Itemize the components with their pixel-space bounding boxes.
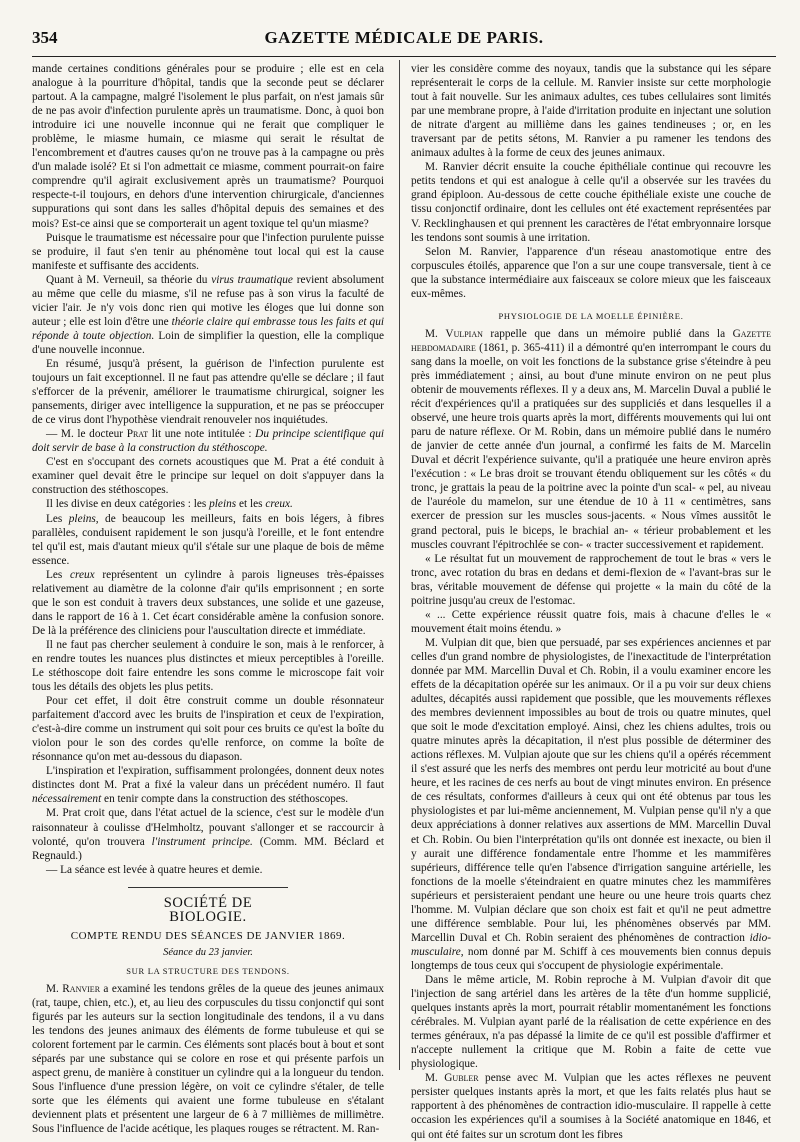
paragraph: Les pleins, de beaucoup les meilleurs, faits en bois légers, à fibres parallèles, conduisent rapidement le son jusqu'à l'oreille, et le font entendre tel qu'il est, mais d'autant mieux qu'il s'étale sur une plaque de bois de même essence. (32, 512, 385, 567)
paragraph: L'inspiration et l'expiration, suffisamment prolongées, donnent deux notes distinctes dont M. Prat a fixé la valeur dans un précédent numéro. Il faut nécessairement en tenir compte dans la construction des stéthoscopes. (32, 765, 384, 806)
page-header (32, 22, 776, 54)
paragraph: vier les considère comme des noyaux, tandis que la substance qui les sépare représenterait le corps de la cellule. M. Ranvier insiste sur cette morphologie tout à fait nouvelle. Sur les animaux adultes, ces tubes cellulaires sont limités par une membrane propre, à l'aide d'irritation produite en injectant une solution de nitrate d'argent au millième dans les gaines tendineuses ; or, en les traversant par de petits sétons, M. Ranvier a pu ramener les tendons des animaux adultes à la forme de ceux des jeunes animaux. (411, 63, 771, 160)
paragraph: M. Prat croit que, dans l'état actuel de la science, c'est sur le modèle d'un raisonnateur à coulisse d'Helmholtz, pouvant s'allonger et se raccourcir à volonté, qu'on trouvera l'instrument principe. (Comm. MM. Béclard et Regnauld.) (32, 807, 384, 862)
left-column (32, 62, 385, 1136)
paragraph: Selon M. Ranvier, l'apparence d'un réseau anastomotique entre des corpuscules étoilés, apparence que l'on a sur une coupe transversale, tient à ce que la substance intermédiaire aux faisceaux se colore mieux que les faisceaux eux-mêmes. (411, 245, 771, 300)
paragraph: Les creux représentent un cylindre à parois ligneuses très-épaisses relativement au diamètre de la colonne d'air qu'ils emprisonnent ; en sorte que le son est conduit à travers deux substances, une solide et une gazeuse, dans le rapport de 16 à 1. Cet écart considérable amène la confusion sonore. De là la préférence des cliniciens pour l'auscultation directe et immédiate. (32, 568, 384, 637)
paragraph: Il les divise en deux catégories : les pleins et les creux. (46, 498, 293, 511)
column-divider (399, 60, 400, 1070)
paragraph: C'est en s'occupant des cornets acoustiques que M. Prat a été conduit à examiner quel devait être le principe sur lequel on doit s'appuyer dans la construction des stéthoscopes. (32, 456, 384, 497)
paragraph: M. Ranvier a examiné les tendons grêles de la queue des jeunes animaux (rat, taupe, chien, etc.), et, au lieu des corpuscules du tissu conjonctif qui sont figurés par les auteurs sur la section longitudinale des tendons, il a vu dans les tendons des jeunes animaux des éléments de forme tubuleuse et qui se colorent fortement par le carmin. Ces éléments sont placés bout à bout et sont séparés par une substance qui se colore en rose et qui présente parfois un aspect grenu, de manière à constituer un cylindre qui a la longueur du tendon. Sous l'influence d'une pression légère, on voit ce cylindre s'étaler, de telle sorte que les éléments qui avaient une forme tubuleuse en s'étalant deviennent plats et présentent une largeur de 6 à 7 millièmes de millimètre. Sous l'influence de l'acide acétique, les plaques rouges se rétractent. M. Ran- (32, 982, 384, 1136)
right-column (411, 62, 771, 1141)
paragraph: M. Vulpian rappelle que dans un mémoire publié dans la Gazette hebdomadaire (1861, p. 365-411) il a démontré qu'en interrompant le cours du sang dans la moelle, on voit les fonctions de la substance grise s'éteindre à peu près immédiatement ; ainsi, au bout d'une minute environ on ne peut plus obtenir de mouvements réflexes. Il y a deux ans, M. Marcelin Duval a publié le récit d'expériences qu'il a pratiquées sur des suppliciés et dans lesquelles il a observé, une heure trois quarts après la mort, différents mouvements qui lui ont paru de nature réflexe. Or M. Robin, dans un mémoire publié dans le numéro de janvier de cette année d'un journal, a confirmé les faits de M. Marcelin Duval et décrit l'expérience suivante, qu'il a pratiquée une heure environ après l'exécution : « Le bras droit se trouvant étendu obliquement sur les côtés « du tronc, je grattais la peau de la poitrine avec la pointe d'un scal- « pel, au niveau de l'auréole du mamelon, sur une étendue de 10 à 11 « centimètres, sans exercer de pression sur les muscles sous-jacents. « Nous vîmes aussitôt le grand pectoral, puis le biceps, le brachial an- « térieur probablement et les muscles couvrant l'épitrochlée se con- « tracter successivement et rapidement. (411, 327, 771, 551)
sub-heading: PHYSIOLOGIE DE LA MOELLE ÉPINIÈRE. (498, 310, 684, 321)
page-number: 354 (32, 28, 58, 47)
journal-title: GAZETTE MÉDICALE DE PARIS. (264, 28, 544, 47)
section-title: SOCIÉTÉ DE BIOLOGIE. (128, 887, 288, 924)
paragraph: Quant à M. Verneuil, sa théorie du virus traumatique revient absolument au même que celle du miasme, s'il ne refuse pas à son virus la faculté de vicier l'air. Je n'y vois donc rien qui motive les éloges que lui donne son auteur ; elle est loin d'être une théorie claire qui embrasse tous les faits et qui réponde à toute objection. Loin de simplifier la question, elle la complique d'une nouvelle inconnue. (32, 273, 385, 356)
session-date: Séance du 23 janvier. (163, 946, 253, 958)
paragraph: Dans le même article, M. Robin reproche à M. Vulpian d'avoir dit que l'injection de sang artériel dans les artères de la tête d'un homme supplicié, quelques instants après la mort, pourrait rétablir momentanément les fonctions cérébrales. M. Vulpian ayant parlé de la réalisation de cette expérience en des termes généraux, n'a pas dépassé la limite de ce qu'il est possible d'affirmer et n'accepte nullement la critique que M. Robin a faite de cette vue physiologique. (411, 974, 771, 1071)
paragraph: M. Ranvier décrit ensuite la couche épithéliale continue qui recouvre les petits tendons et qui est analogue à celle qu'il a observée sur les travées du grand épiploon. Au-dessous de cette couche épithéliale existe une couche de tissu conjonctif ordinaire, dont les cellules ont été exactement représentées par V. Recklinghausen et qui prennent les caractères de l'état embryonnaire lorsque les tendons sont soumis à une irritation. (411, 161, 771, 244)
quote-paragraph: « Le résultat fut un mouvement de rapprochement de tout le bras « vers le tronc, avec rotation du bras en dedans et demi-flexion de « l'avant-bras sur le bras, véritable mouvement de défense qui projette « la main du côté de la poitrine jusqu'au creux de l'estomac. (411, 552, 771, 607)
paragraph: mande certaines conditions générales pour se produire ; elle est en cela analogue à la pourriture d'hôpital, tandis que la seconde peut se déclarer partout. A la campagne, malgré l'isolement le plus parfait, on n'est jamais sûr de ne pas avoir d'infection purulente après un traumatisme. Donc, à quoi bon introduire ici une nouvelle inconnue qui ne ferait que compliquer le problème, le miasme humain, ce miasme qui serait le résultat de l'encombrement et d'autres causes qu'on ne trouve pas à la campagne ou près d'un malade isolé? Et si l'on admettait ce miasme, comment pourrait-on faire comprendre qu'il agirait exclusivement après un traumatisme? Pourquoi respecte-t-il toujours, en dehors d'une intervention chirurgicale, d'anciennes suppurations qui sont dans les salles d'hôpital depuis des semaines et des mois? Est-ce ainsi que se comporterait un agent toxique tel qu'un miasme? (32, 63, 384, 230)
paragraph: — La séance est levée à quatre heures et demie. (46, 863, 263, 876)
paragraph: Il ne faut pas chercher seulement à conduire le son, mais à le renforcer, à en rendre toutes les nuances plus distinctes et mieux perceptibles à l'oreille. Le stéthoscope doit faire entendre les sons comme le microscope fait voir tous les détails des objets les plus petits. (32, 638, 384, 694)
paragraph: M. Vulpian dit que, bien que persuadé, par ses expériences anciennes et par celles d'un grand nombre de physiologistes, de l'inexactitude de l'interprétation donnée par MM. Marcellin Duval et Ch. Robin, il a voulu examiner encore les effets de la décapitation opérée sur les animaux. Or il a pu voir sur deux chiens adultes, décapités aussi rapidement que possible, que les mouvements réflexes des membres deviennent impossibles au bout de trois ou quatre minutes, quel que soit le mode d'excitation employé. Ainsi, chez les chiens adultes, trois ou quatre minutes après la décapitation, il n'est plus possible de déterminer des actions réflexes. M. Vulpian ajoute que sur les chiens qu'il a opérés récemment il s'est assuré que les nerfs des membres ont perdu leur motricité au bout d'une heure, et les racines de ces nerfs au bout de vingt minutes environ. En présence de ces résultats, conformes d'ailleurs à ceux qui ont été obtenus par tous les physiologistes et par lui-même anciennement, M. Vulpian pense qu'il n'y a que deux appréciations à donner relatives aux assertions de MM. Marcellin Duval et Ch. Robin. Ou bien l'interprétation qu'ils ont donnée est inexacte, ou bien il y aurait une différence fondamentale entre l'homme et les mammifères supérieurs, différence telle qu'en l'absence d'irrigation sanguine artérielle, les fonctions de la moelle s'éteindraient en quatre minutes chez les mammifères supérieurs et persisteraient pendant une heure ou une heure trois quarts chez l'homme. M. Vulpian déclare que son choix est fait et qu'il ne peut admettre une différence semblable. Pour lui, les phénomènes observés par MM. Marcellin Duval et Ch. Robin seraient des phénomènes de contraction idio-musculaire, nom donné par M. Schiff à ces mouvements bien connus depuis longtemps de tous ceux qui s'occupent de physiologie expérimentale. (411, 636, 771, 972)
paragraph: Puisque le traumatisme est nécessaire pour que l'infection purulente puisse se produire, il faut s'en tenir au phénomène tout local qui est la cause manifeste et suffisante des accidents. (32, 231, 384, 272)
paragraph: — M. le docteur Prat lit une note intitulée : Du principe scientifique qui doit servir de base à la construction du stéthoscope. (32, 428, 384, 455)
quote-paragraph: « ... Cette expérience réussit quatre fois, mais à chacune d'elles le « mouvement était moins étendu. » (411, 608, 771, 635)
sub-heading: SUR LA STRUCTURE DES TENDONS. (126, 965, 290, 976)
header-rule (32, 56, 776, 57)
compte-rendu-heading: COMPTE RENDU DES SÉANCES DE JANVIER 1869. (70, 929, 346, 942)
paragraph: M. Gubler pense avec M. Vulpian que les actes réflexes ne peuvent persister quelques instants après la mort, et que les faits relatés plus haut se rapportent à des phénomènes de contraction idio-musculaire. Il rappelle à cette occasion les expériences qu'il a soumises à la Société anatomique en 1846, et qui ont été faites sur un scrotum dont les fibres (411, 1072, 771, 1141)
paragraph: En résumé, jusqu'à présent, la guérison de l'infection purulente est toujours un fait exceptionnel. Il ne faut pas attendre qu'elle se déclare ; il faut s'efforcer de la prévenir, améliorer le traumatisme chirurgical, soigner les pansements, diriger avec intelligence la suppuration, et ne pas se préoccuper de ce virus dont l'hypothèse viendrait renouveler nos inquiétudes. (32, 357, 384, 427)
paragraph: Pour cet effet, il doit être construit comme un double résonnateur parfaitement d'accord avec les bruits de l'inspiration et ceux de l'expiration, c'est-à-dire comme un instrument qui soit pour ces bruits ce qu'est la boîte du violon pour le son des cordes qu'elle renforce, on comme la boîte de résonnance qu'on met au-dessous du diapason. (32, 695, 384, 764)
